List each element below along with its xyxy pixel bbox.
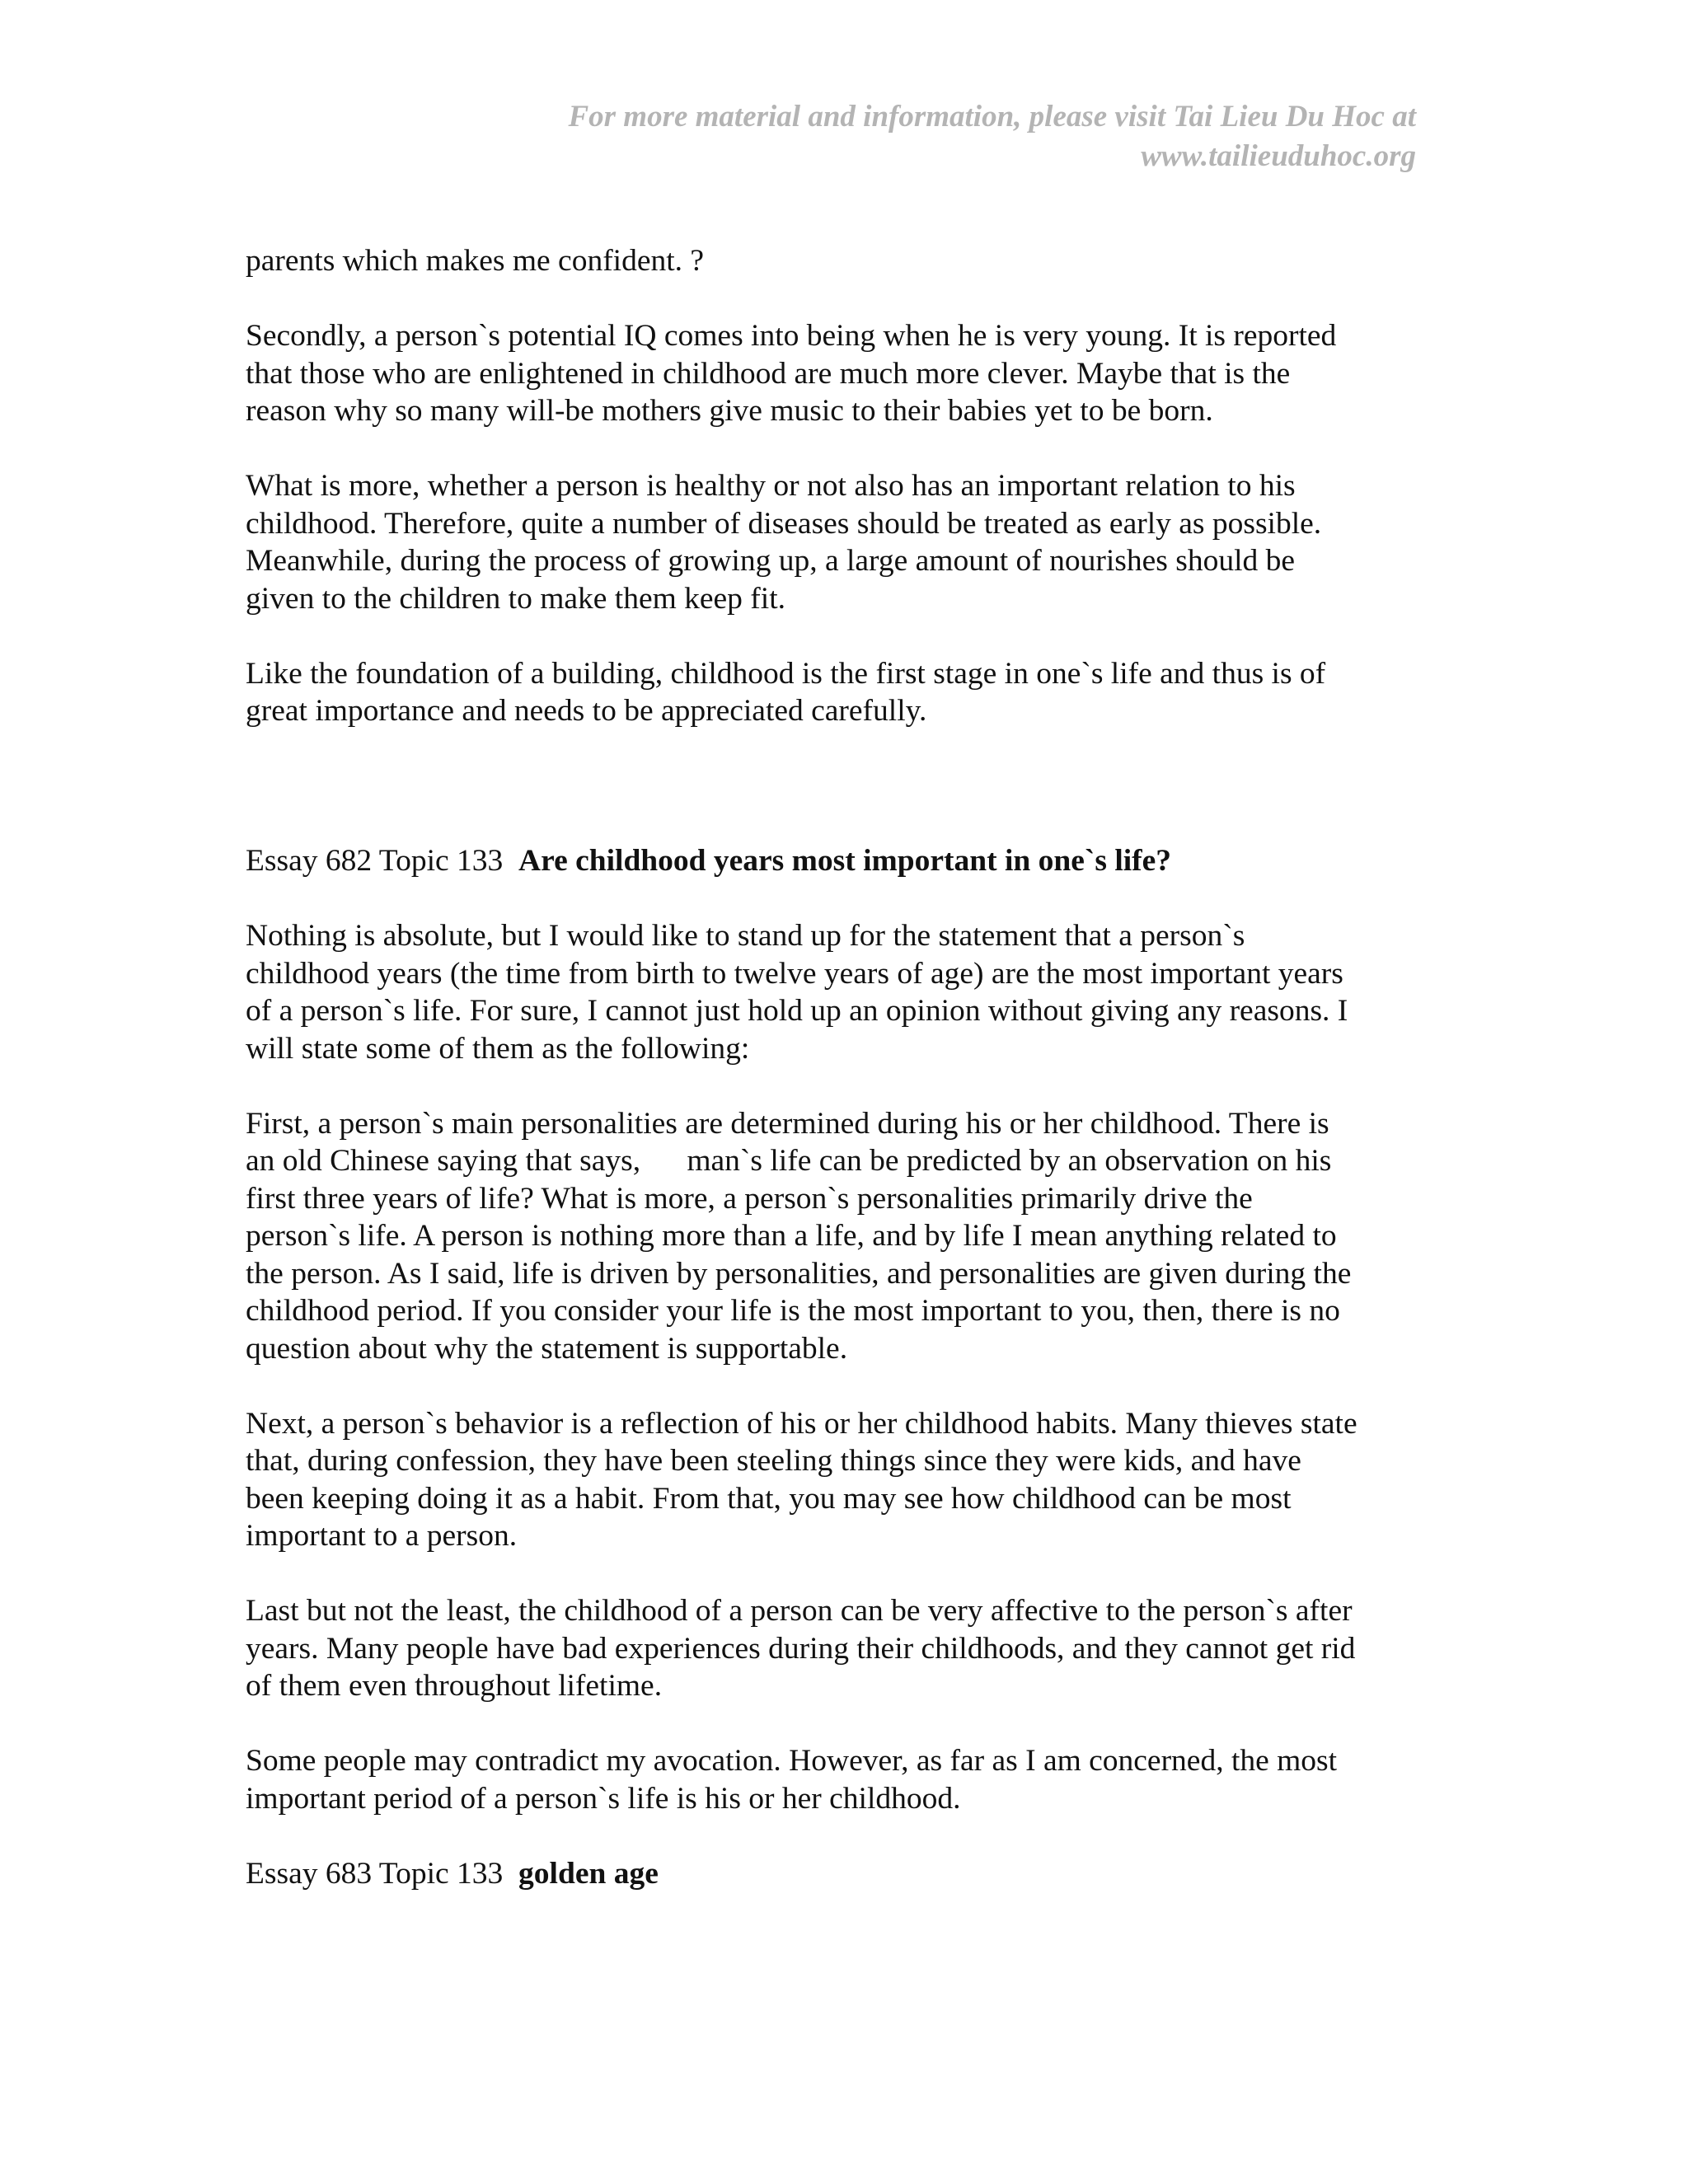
text-line: childhood years (the time from birth to twelve years of age) are the most important years bbox=[246, 956, 1343, 991]
essay-683-label: Essay 683 Topic 133 bbox=[246, 1856, 519, 1891]
paragraph bbox=[246, 655, 1432, 730]
text-line: Meanwhile, during the process of growing up, a large amount of nourishes should be bbox=[246, 544, 1296, 578]
essay-682-title: Are childhood years most important in one`s life? bbox=[518, 844, 1172, 878]
text-line: of them even throughout lifetime. bbox=[246, 1669, 663, 1703]
text-line: childhood period. If you consider your life is the most important to you, then, there is no bbox=[246, 1294, 1340, 1328]
text-line: of a person`s life. For sure, I cannot just hold up an opinion without giving any reasons. I bbox=[246, 994, 1348, 1028]
text-line: First, a person`s main personalities are determined during his or her childhood. There is bbox=[246, 1106, 1329, 1141]
paragraph bbox=[246, 917, 1432, 1067]
paragraph bbox=[246, 317, 1432, 430]
text-line: the person. As I said, life is driven by personalities, and personalities are given during the bbox=[246, 1256, 1352, 1291]
text-line: will state some of them as the following: bbox=[246, 1031, 750, 1066]
text-line: an old Chinese saying that says, man`s life can be predicted by an observation on his bbox=[246, 1144, 1332, 1178]
essay-682-heading bbox=[246, 842, 1432, 880]
text-line: reason why so many will-be mothers give music to their babies yet to be born. bbox=[246, 394, 1213, 428]
text-line: Secondly, a person`s potential IQ comes into being when he is very young. It is reported bbox=[246, 319, 1337, 353]
text-line: question about why the statement is supportable. bbox=[246, 1331, 848, 1366]
text-line: great importance and needs to be appreciated carefully. bbox=[246, 694, 927, 728]
text-line: given to the children to make them keep fit. bbox=[246, 581, 786, 616]
text-line: Some people may contradict my avocation. However, as far as I am concerned, the most bbox=[246, 1744, 1338, 1778]
text-line: Next, a person`s behavior is a reflection of his or her childhood habits. Many thieves state bbox=[246, 1406, 1357, 1441]
paragraph bbox=[246, 467, 1432, 617]
text-line: years. Many people have bad experiences during their childhoods, and they cannot get rid bbox=[246, 1631, 1356, 1666]
text-line: childhood. Therefore, quite a number of diseases should be treated as early as possible. bbox=[246, 506, 1322, 541]
text-line: important to a person. bbox=[246, 1519, 518, 1553]
header-line-1: For more material and information, please visit Tai Lieu Du Hoc at bbox=[568, 100, 1416, 134]
text-line: that those who are enlightened in childhood are much more clever. Maybe that is the bbox=[246, 356, 1291, 391]
essay-683-heading bbox=[246, 1855, 1432, 1893]
essay-682-label: Essay 682 Topic 133 bbox=[246, 844, 519, 878]
essay-683-title: golden age bbox=[518, 1856, 659, 1891]
paragraph bbox=[246, 1592, 1432, 1705]
text-line: Like the foundation of a building, childhood is the first stage in one`s life and thus is of bbox=[246, 656, 1326, 691]
header-line-2: www.tailieuduhoc.org bbox=[1141, 139, 1416, 173]
section-gap bbox=[246, 767, 1432, 842]
text-line: person`s life. A person is nothing more than a life, and by life I mean anything related to bbox=[246, 1219, 1337, 1253]
text-line: Nothing is absolute, but I would like to stand up for the statement that a person`s bbox=[246, 919, 1245, 953]
document-body bbox=[246, 242, 1432, 1930]
paragraph bbox=[246, 1405, 1432, 1555]
text-line: parents which makes me confident. ? bbox=[246, 244, 705, 278]
text-line: that, during confession, they have been steeling things since they were kids, and have bbox=[246, 1444, 1301, 1478]
text-line: Last but not the least, the childhood of a person can be very affective to the person`s after bbox=[246, 1594, 1353, 1628]
text-line: first three years of life? What is more, a person`s personalities primarily drive the bbox=[246, 1181, 1253, 1216]
text-line: important period of a person`s life is his or her childhood. bbox=[246, 1781, 961, 1816]
paragraph bbox=[246, 1742, 1432, 1817]
page-header bbox=[262, 97, 1416, 176]
text-line: been keeping doing it as a habit. From that, you may see how childhood can be most bbox=[246, 1481, 1292, 1516]
paragraph bbox=[246, 1105, 1432, 1368]
text-line: What is more, whether a person is healthy or not also has an important relation to his bbox=[246, 469, 1296, 503]
paragraph bbox=[246, 242, 1432, 280]
